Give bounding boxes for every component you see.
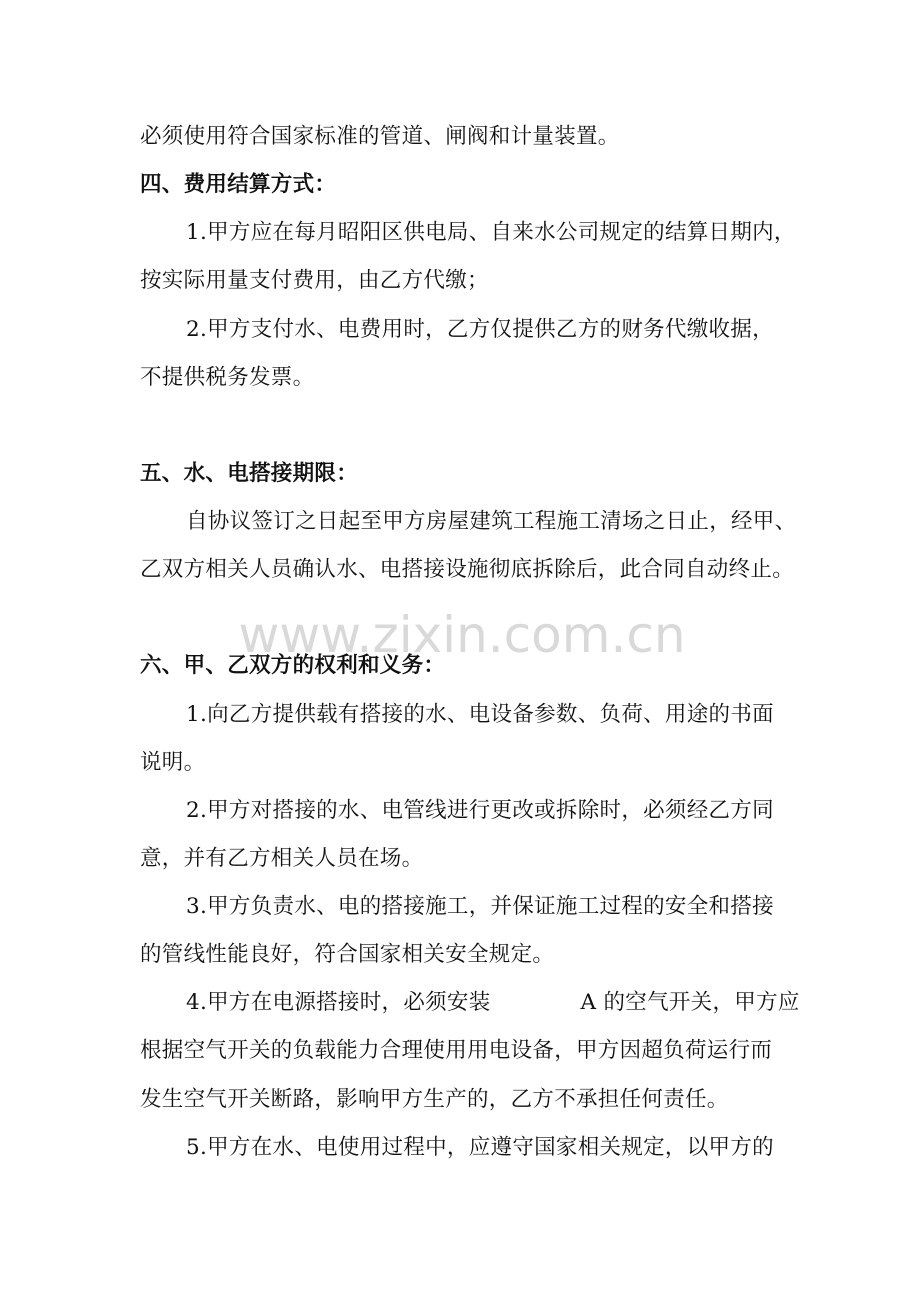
text-line: 的管线性能良好，符合国家相关安全规定。 xyxy=(140,942,555,967)
text-line: 1.甲方应在每月昭阳区供电局、自来水公司规定的结算日期内， xyxy=(186,220,796,245)
text-line: 乙双方相关人员确认水、电搭接设施彻底拆除后，此合同自动终止。 xyxy=(140,557,795,582)
text-line: 2.甲方对搭接的水、电管线进行更改或拆除时，必须经乙方同 xyxy=(186,798,774,823)
section-heading-settlement: 四、费用结算方式： xyxy=(140,172,337,197)
text-line: 意，并有乙方相关人员在场。 xyxy=(140,846,424,871)
section-heading-rights: 六、甲、乙双方的权利和义务： xyxy=(140,653,446,678)
watermark: www.zixin.com.cn xyxy=(238,606,686,664)
text-line: 根据空气开关的负载能力合理使用用电设备，甲方因超负荷运行而 xyxy=(140,1038,773,1063)
text-line: 必须使用符合国家标准的管道、闸阀和计量装置。 xyxy=(140,124,620,149)
text-line: 说明。 xyxy=(140,750,206,775)
text-line xyxy=(186,988,800,1018)
text-segment: 4.甲方在电源搭接时，必须安装 xyxy=(186,990,491,1015)
text-line: 1.向乙方提供载有搭接的水、电设备参数、负荷、用途的书面 xyxy=(186,702,774,727)
text-line: 2.甲方支付水、电费用时，乙方仅提供乙方的财务代缴收据， xyxy=(186,317,774,342)
text-line: 发生空气开关断路，影响甲方生产的，乙方不承担任何责任。 xyxy=(140,1087,729,1112)
section-heading-period: 五、水、电搭接期限： xyxy=(140,461,359,486)
text-segment: A 的空气开关，甲方应 xyxy=(580,990,800,1015)
text-line: 不提供税务发票。 xyxy=(140,365,315,390)
text-line: 按实际用量支付费用，由乙方代缴； xyxy=(140,268,489,293)
text-line: 自协议签订之日起至甲方房屋建筑工程施工清场之日止，经甲、 xyxy=(186,509,797,534)
text-line: 5.甲方在水、电使用过程中，应遵守国家相关规定，以甲方的 xyxy=(186,1135,774,1160)
text-line: 3.甲方负责水、电的搭接施工，并保证施工过程的安全和搭接 xyxy=(186,894,774,919)
